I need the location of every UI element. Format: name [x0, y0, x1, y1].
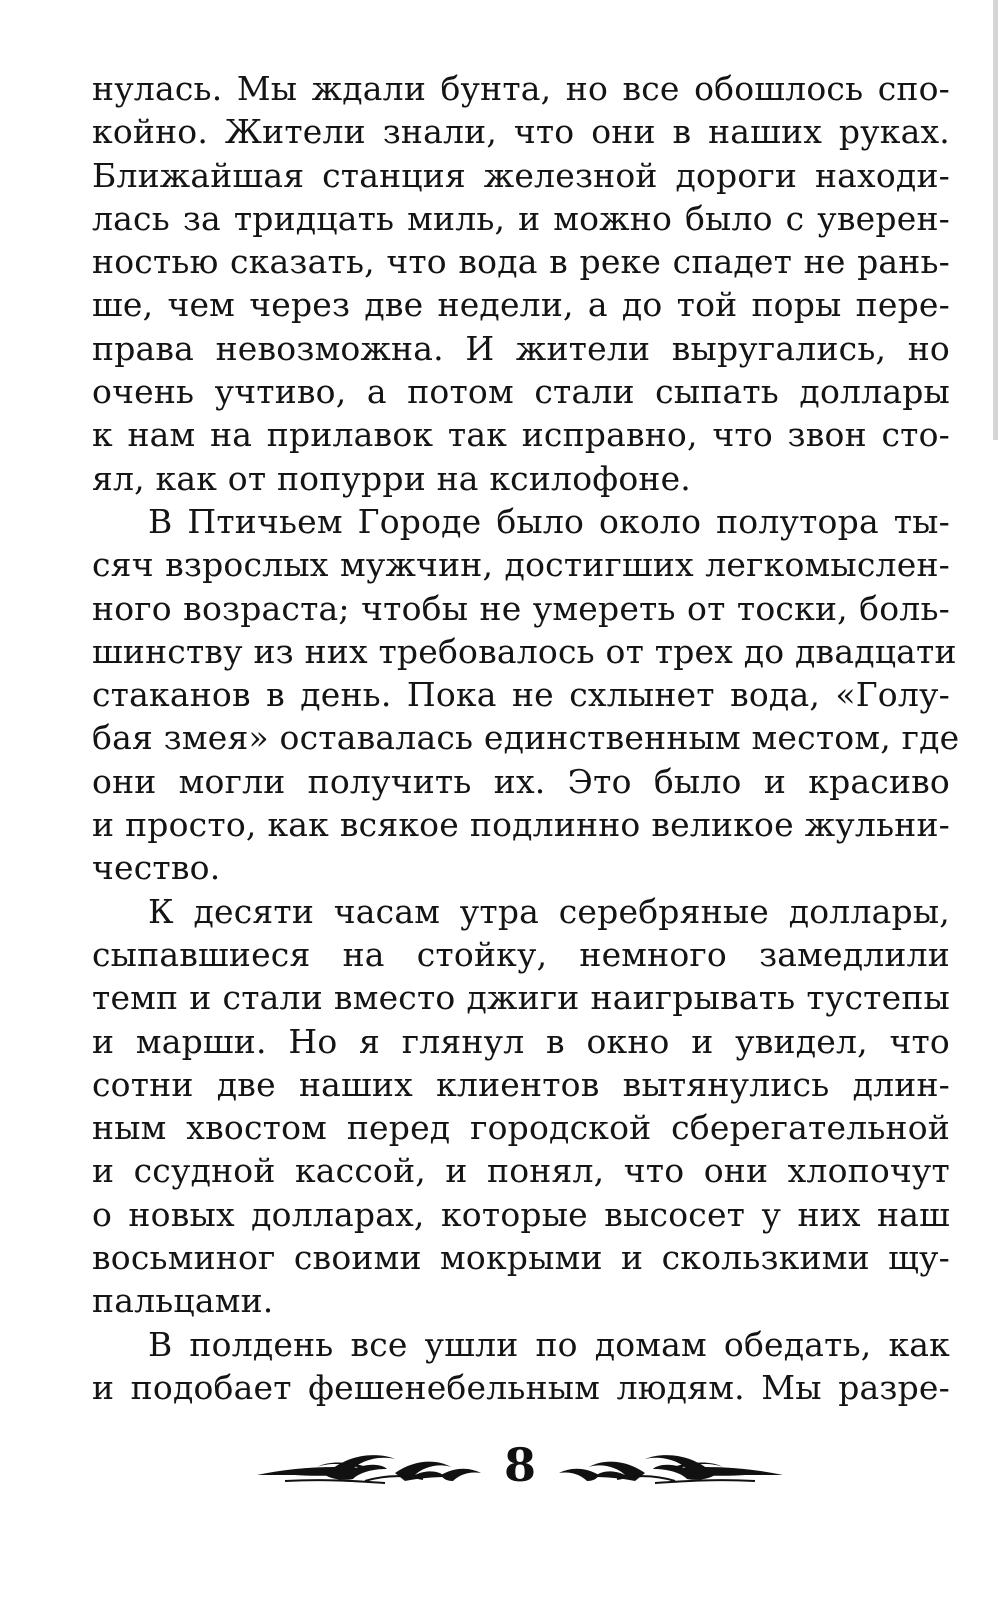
text-line: чество.	[92, 848, 221, 888]
body-text	[92, 67, 960, 1409]
paragraph	[92, 1323, 950, 1410]
text-line: сотни две наших клиентов вытянулись длин-	[92, 1064, 950, 1104]
text-line: ше, чем через две недели, а до той поры пере-	[92, 285, 950, 325]
page-number: 8	[503, 1438, 536, 1492]
text-line: к нам на прилавок так исправно, что звон сто-	[92, 415, 950, 455]
right-flourish-icon	[550, 1445, 785, 1487]
text-line: и просто, как всякое подлинно великое жульни-	[92, 805, 950, 845]
text-line: ного возраста; чтобы не умереть от тоски, боль-	[92, 588, 950, 628]
text-line: о новых долларах, которые высосет у них наш	[92, 1194, 950, 1234]
text-line: темп и стали вместо джиги наигрывать тустепы	[92, 978, 950, 1018]
paragraph	[92, 500, 960, 890]
text-line: и марши. Но я глянул в окно и увидел, что	[92, 1021, 950, 1061]
text-line: К десяти часам утра серебряные доллары,	[148, 891, 950, 931]
text-line: ял, как от попурри на ксилофоне.	[92, 458, 691, 498]
text-line: очень учтиво, а потом стали сыпать доллары	[92, 372, 950, 412]
text-line: и ссудной кассой, и понял, что они хлопочут	[92, 1151, 950, 1191]
text-line: они могли получить их. Это было и красиво	[92, 761, 950, 801]
text-line: В Птичьем Городе было около полутора ты-	[148, 501, 950, 541]
text-line: В полдень все ушли по домам обедать, как	[148, 1324, 950, 1364]
text-line: нулась. Мы ждали бунта, но все обошлось спо-	[92, 69, 950, 108]
text-line: пальцами.	[92, 1281, 274, 1321]
text-line: сыпавшиеся на стойку, немного замедлили	[92, 934, 950, 974]
text-line: и подобает фешенебельным людям. Мы разре-	[92, 1367, 950, 1407]
text-line: Ближайшая станция железной дороги находи-	[92, 155, 950, 195]
text-line: стаканов в день. Пока не схлынет вода, «Голу-	[92, 675, 950, 715]
text-line: шинству из них требовалось от трех до двадцати	[92, 631, 957, 671]
paragraph	[92, 67, 950, 500]
left-flourish-icon	[255, 1445, 490, 1487]
text-line: сяч взрослых мужчин, достигших легкомыслен-	[92, 545, 950, 585]
text-line: восьминог своими мокрыми и скользкими щу-	[92, 1238, 950, 1278]
text-line: права невозможна. И жители выругались, но	[92, 328, 950, 368]
paragraph	[92, 890, 950, 1323]
text-line: бая змея» оставалась единственным местом, где	[92, 718, 960, 758]
text-line: лась за тридцать миль, и можно было с уверен-	[92, 198, 950, 238]
text-line: койно. Жители знали, что они в наших руках.	[92, 112, 950, 152]
text-line: ным хвостом перед городской сберегательной	[92, 1108, 950, 1148]
page-footer	[255, 1435, 785, 1515]
text-line: ностью сказать, что вода в реке спадет не рань-	[92, 242, 950, 282]
page-edge-shadow	[993, 0, 998, 440]
